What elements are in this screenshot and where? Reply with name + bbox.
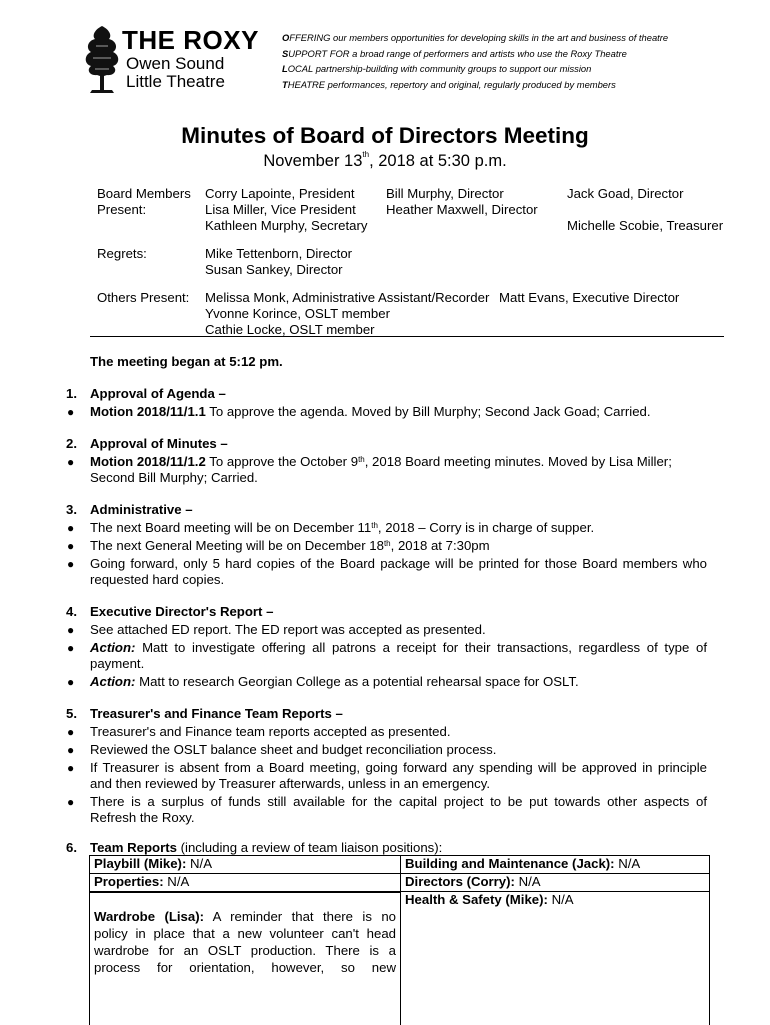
board-member: Lisa Miller, Vice President — [205, 202, 356, 217]
heading-rest: (including a review of team liaison positions): — [176, 840, 443, 855]
bullet-icon: ● — [67, 675, 75, 689]
other-attendee: Melissa Monk, Administrative Assistant/Recorder — [205, 290, 490, 305]
section-heading: Approval of Minutes – — [90, 436, 228, 451]
cell-label: Wardrobe (Lisa): — [94, 909, 205, 924]
regrets-label: Regrets: — [97, 246, 147, 261]
mission-initial: S — [282, 47, 289, 59]
bullet-icon: ● — [67, 455, 75, 469]
item-sup: th — [383, 539, 391, 548]
board-member: Kathleen Murphy, Secretary — [205, 218, 368, 233]
bullet-icon: ● — [67, 641, 75, 655]
mission-initial: T — [282, 78, 288, 90]
team-reports-table — [89, 855, 710, 1025]
section-number: 1. — [66, 386, 77, 401]
other-attendee: Cathie Locke, OSLT member — [205, 322, 375, 337]
bullet-icon: ● — [67, 761, 75, 775]
bullet-icon: ● — [67, 539, 75, 553]
motion-label: Motion 2018/11/1.2 — [90, 454, 206, 469]
list-item-cont: and then reviewed by Treasurer afterwards, unless in an emergency. — [90, 776, 490, 791]
mission-text: OCAL partnership-building with community groups to support our mission — [287, 63, 592, 74]
other-attendee: Yvonne Korince, OSLT member — [205, 306, 390, 321]
divider — [90, 336, 724, 337]
section-number: 6. — [66, 840, 77, 855]
action-text: Matt to investigate offering all patrons a receipt for their transactions, regardless of type of — [135, 640, 707, 655]
date-sup: th — [362, 150, 370, 159]
bullet-icon: ● — [67, 405, 75, 419]
mission-line — [282, 77, 752, 93]
regret-member: Mike Tettenborn, Director — [205, 246, 353, 261]
wardrobe-line: process for orientation, however, so new — [94, 960, 396, 975]
mission-text: UPPORT FOR a broad range of performers and artists who use the Roxy Theatre — [288, 47, 627, 59]
list-item: If Treasurer is absent from a Board meeting, going forward any spending will be approved in principle — [90, 760, 707, 775]
other-attendee: Matt Evans, Executive Director — [499, 290, 680, 305]
section-heading: Executive Director's Report – — [90, 604, 274, 619]
cell-value: A reminder that there is no — [204, 909, 396, 924]
board-member: Corry Lapointe, President — [205, 186, 355, 201]
cell-label: Directors (Corry): — [405, 874, 515, 889]
cell-label: Building and Maintenance (Jack): — [405, 856, 615, 871]
action-item-cont: payment. — [90, 656, 145, 671]
section-number: 5. — [66, 706, 77, 721]
tree-icon — [82, 24, 122, 94]
mission-line — [282, 61, 752, 77]
mission-statement — [282, 30, 752, 92]
meeting-began: The meeting began at 5:12 pm. — [90, 354, 283, 369]
action-item — [90, 640, 707, 656]
cell-value: N/A — [163, 874, 190, 889]
item-text-rest: , 2018 at 7:30pm — [390, 538, 490, 553]
list-item: Treasurer's and Finance team reports accepted as presented. — [90, 724, 451, 739]
section-heading — [90, 840, 442, 856]
table-cell — [401, 892, 709, 909]
list-item: Reviewed the OSLT balance sheet and budget reconciliation process. — [90, 742, 497, 757]
wardrobe-line — [94, 908, 396, 925]
motion-sup: th — [358, 455, 365, 464]
list-item: See attached ED report. The ED report was accepted as presented. — [90, 622, 486, 637]
action-item — [90, 674, 579, 690]
logo-line-1: THE ROXY — [122, 25, 259, 55]
item-text-rest: , 2018 – Corry is in charge of supper. — [377, 520, 595, 535]
date-text: November 13 — [263, 152, 363, 170]
cell-label: Health & Safety (Mike): — [405, 892, 548, 907]
section-heading: Approval of Agenda – — [90, 386, 226, 401]
mission-initial: O — [282, 32, 290, 43]
board-member: Jack Goad, Director — [567, 186, 684, 201]
bullet-icon: ● — [67, 725, 75, 739]
section-heading: Administrative – — [90, 502, 193, 517]
section-number: 3. — [66, 502, 77, 517]
motion-label: Motion 2018/11/1.1 — [90, 404, 206, 419]
motion-text: To approve the agenda. Moved by Bill Murphy; Second Jack Goad; Carried. — [205, 404, 651, 419]
list-item — [90, 538, 490, 554]
date-text-rest: , 2018 at 5:30 p.m. — [369, 152, 507, 170]
wardrobe-line: policy in place that a new volunteer can't head — [94, 926, 396, 941]
logo-line-3: Little Theatre — [126, 72, 225, 91]
bullet-icon: ● — [67, 623, 75, 637]
wardrobe-line: wardrobe for an OSLT production. There is a — [94, 943, 396, 958]
list-item-cont: Refresh the Roxy. — [90, 810, 195, 825]
logo-line-2: Owen Sound — [126, 54, 225, 73]
bullet-icon: ● — [67, 795, 75, 809]
item-sup: th — [371, 521, 378, 530]
others-present-label: Others Present: — [97, 290, 190, 305]
motion-item — [90, 404, 651, 420]
motion-item — [90, 454, 672, 470]
page-title: Minutes of Board of Directors Meeting — [181, 123, 589, 148]
section-number: 2. — [66, 436, 77, 451]
meeting-date — [0, 152, 770, 171]
motion-text-rest: , 2018 Board meeting minutes. Moved by Lisa Miller; — [364, 454, 672, 469]
mission-line — [282, 46, 752, 62]
bullet-icon: ● — [67, 557, 75, 571]
section-number: 4. — [66, 604, 77, 619]
mission-text: HEATRE performances, repertory and original, regularly produced by members — [287, 78, 616, 90]
table-cell — [90, 856, 400, 874]
bullet-icon: ● — [67, 743, 75, 757]
cell-value: N/A — [514, 874, 541, 889]
mission-line — [282, 30, 752, 46]
board-member: Bill Murphy, Director — [386, 186, 504, 201]
board-member: Michelle Scobie, Treasurer — [567, 218, 724, 233]
mission-text: FFERING our members opportunities for developing skills in the art and business of theatre — [289, 32, 669, 43]
regret-member: Susan Sankey, Director — [205, 262, 343, 277]
list-item: Going forward, only 5 hard copies of the Board package will be printed for those Board members who — [90, 556, 707, 571]
cell-value: N/A — [614, 856, 641, 871]
list-item — [90, 520, 594, 536]
list-item: There is a surplus of funds still available for the capital project to be put towards other aspects of — [90, 794, 707, 809]
mission-initial: L — [282, 63, 288, 74]
cell-label: Playbill (Mike): — [94, 856, 187, 871]
motion-text: To approve the October 9 — [205, 454, 359, 469]
action-label: Action: — [90, 640, 136, 655]
table-cell — [401, 856, 709, 874]
action-text: Matt to research Georgian College as a potential rehearsal space for OSLT. — [135, 674, 579, 689]
cell-value: N/A — [186, 856, 212, 871]
item-text: The next Board meeting will be on December 11 — [90, 520, 372, 535]
table-cell — [401, 874, 709, 892]
section-heading: Treasurer's and Finance Team Reports – — [90, 706, 343, 721]
table-cell — [90, 874, 400, 892]
bullet-icon: ● — [67, 521, 75, 535]
cell-label: Properties: — [94, 874, 164, 889]
item-text: The next General Meeting will be on December 18 — [90, 538, 384, 553]
row-divider — [90, 892, 400, 893]
heading-bold: Team Reports — [90, 840, 177, 855]
motion-text-line2: Second Bill Murphy; Carried. — [90, 470, 258, 485]
present-label: Present: — [97, 202, 147, 217]
action-label: Action: — [90, 674, 136, 689]
board-members-label: Board Members — [97, 186, 191, 201]
list-item-cont: requested hard copies. — [90, 572, 225, 587]
cell-value: N/A — [547, 892, 574, 907]
board-member: Heather Maxwell, Director — [386, 202, 538, 217]
wardrobe-cell — [94, 908, 396, 976]
roxy-logo — [82, 24, 259, 94]
